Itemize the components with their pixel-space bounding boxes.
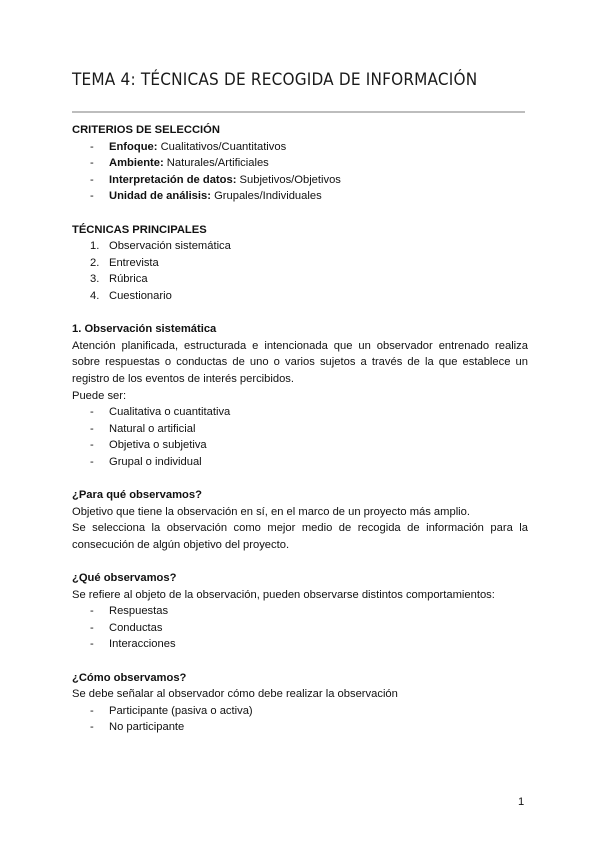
criterio-label: Interpretación de datos: [109, 173, 237, 186]
criterio-value: Naturales/Artificiales [163, 157, 269, 170]
que-heading: ¿Qué observamos? [72, 572, 177, 585]
que-list [72, 603, 528, 653]
tipo-text: Objetiva o subjetiva [109, 439, 207, 452]
list-item [72, 188, 528, 205]
como-item-text: No participante [109, 721, 185, 734]
dash-marker: - [90, 173, 94, 186]
criterio-value: Subjetivos/Objetivos [236, 173, 341, 186]
list-item [72, 172, 528, 189]
observacion-paragraph: Atención planificada, estructurada e intencionada que un observador entrenado realiza sobre respuestas o conductas de uno o varios sujetos a través de la que establece un registro de los eventos de interés percibidos. [72, 339, 528, 385]
tipo-text: Natural o artificial [109, 422, 196, 435]
criterio-value: Cualitativos/Cuantitativos [157, 140, 287, 153]
list-item [72, 155, 528, 172]
page-title: TEMA 4: TÉCNICAS DE RECOGIDA DE INFORMACIÓN [72, 70, 478, 90]
list-item [72, 703, 528, 720]
document-body [72, 122, 528, 736]
dash-marker: - [90, 406, 94, 419]
list-item [72, 271, 528, 288]
como-list [72, 703, 528, 736]
list-number: 4. [90, 289, 100, 302]
observacion-heading: 1. Observación sistemática [72, 323, 217, 336]
para-que-line1: Objetivo que tiene la observación en sí, en el marco de un proyecto más amplio. [72, 505, 470, 518]
list-item [72, 421, 528, 438]
tecnica-text: Cuestionario [109, 289, 172, 302]
dash-marker: - [90, 140, 94, 153]
title-divider [72, 111, 525, 113]
list-item [72, 288, 528, 305]
list-number: 3. [90, 273, 100, 286]
dash-marker: - [90, 621, 94, 634]
para-que-heading: ¿Para qué observamos? [72, 489, 202, 502]
dash-marker: - [90, 638, 94, 651]
tecnicas-heading: TÉCNICAS PRINCIPALES [72, 223, 207, 236]
list-item [72, 719, 528, 736]
criterios-heading: CRITERIOS DE SELECCIÓN [72, 124, 220, 136]
para-que-line2: Se selecciona la observación como mejor medio de recogida de información para la consecución de algún objetivo del proyecto. [72, 522, 528, 551]
criterios-list [72, 139, 528, 205]
list-number: 2. [90, 256, 100, 269]
list-item [72, 404, 528, 421]
que-line1: Se refiere al objeto de la observación, pueden observarse distintos comportamientos: [72, 588, 495, 601]
como-line1: Se debe señalar al observador cómo debe realizar la observación [72, 688, 398, 701]
list-item [72, 636, 528, 653]
tipo-text: Grupal o individual [109, 455, 202, 468]
criterio-label: Enfoque: [109, 140, 158, 153]
criterio-label: Unidad de análisis: [109, 190, 211, 203]
list-item [72, 139, 528, 156]
tecnicas-list [72, 238, 528, 304]
dash-marker: - [90, 157, 94, 170]
list-item [72, 255, 528, 272]
que-item-text: Conductas [109, 621, 163, 634]
como-heading: ¿Cómo observamos? [72, 671, 187, 684]
dash-marker: - [90, 439, 94, 452]
que-item-text: Respuestas [109, 605, 169, 618]
page-number: 1 [518, 796, 525, 808]
dash-marker: - [90, 704, 94, 717]
dash-marker: - [90, 721, 94, 734]
dash-marker: - [90, 422, 94, 435]
criterio-value: Grupales/Individuales [210, 190, 322, 203]
dash-marker: - [90, 455, 94, 468]
dash-marker: - [90, 605, 94, 618]
list-item [72, 454, 528, 471]
list-item [72, 238, 528, 255]
list-number: 1. [90, 240, 100, 253]
tecnica-text: Observación sistemática [109, 240, 231, 253]
tecnica-text: Entrevista [109, 256, 159, 269]
que-item-text: Interacciones [109, 638, 176, 651]
list-item [72, 620, 528, 637]
tecnica-text: Rúbrica [109, 273, 148, 286]
dash-marker: - [90, 190, 94, 203]
puede-ser-label: Puede ser: [72, 389, 127, 402]
tipo-text: Cualitativa o cuantitativa [109, 406, 231, 419]
list-item [72, 603, 528, 620]
criterio-label: Ambiente: [109, 157, 164, 170]
tipos-list [72, 404, 528, 470]
como-item-text: Participante (pasiva o activa) [109, 704, 253, 717]
list-item [72, 437, 528, 454]
